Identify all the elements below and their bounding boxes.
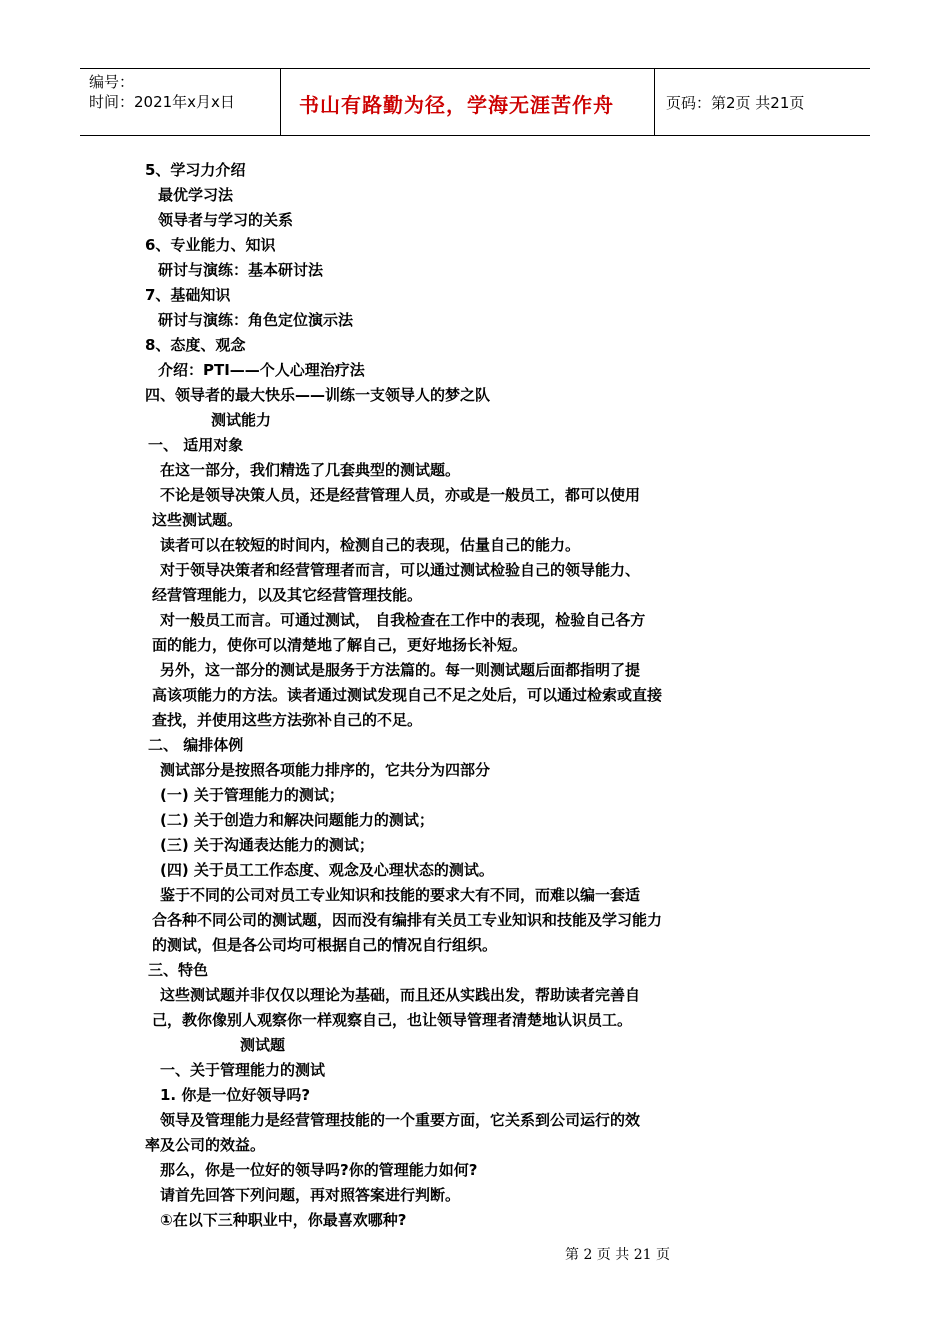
page-header <box>80 68 870 136</box>
text-line: 介绍：PTI——个人心理治疗法 <box>158 361 365 379</box>
list-item: (四) 关于员工工作态度、观念及心理状态的测试。 <box>160 861 494 879</box>
text-line: 这些测试题。 <box>152 511 243 529</box>
text-line: 对于领导决策者和经营管理者而言，可以通过测试检验自己的领导能力、 <box>160 561 641 579</box>
text-line: 领导者与学习的关系 <box>158 211 294 229</box>
text-line: 8、态度、观念 <box>145 336 246 354</box>
motto-text: 书山有路勤为径，学海无涯苦作舟 <box>299 93 614 117</box>
section-heading: 测试能力 <box>211 411 272 429</box>
page-code: 页码：第2页 共21页 <box>666 94 805 112</box>
list-item: (三) 关于沟通表达能力的测试； <box>160 836 374 854</box>
text-line: 面的能力，使你可以清楚地了解自己，更好地扬长补短。 <box>152 636 528 654</box>
text-line: 在这一部分，我们精选了几套典型的测试题。 <box>160 461 461 479</box>
section-heading: 测试题 <box>240 1036 286 1054</box>
text-line: 研讨与演练：角色定位演示法 <box>158 311 354 329</box>
number-label: 编号： <box>89 73 135 91</box>
header-meta-cell <box>80 69 281 135</box>
text-line: 不论是领导决策人员，还是经营管理人员，亦或是一般员工，都可以使用 <box>160 486 641 504</box>
question-title: 1. 你是一位好领导吗? <box>160 1086 311 1104</box>
text-line: 研讨与演练：基本研讨法 <box>158 261 324 279</box>
text-line: 另外，这一部分的测试是服务于方法篇的。每一则测试题后面都指明了提 <box>160 661 641 679</box>
text-line: 这些测试题并非仅仅以理论为基础，而且还从实践出发，帮助读者完善自 <box>160 986 641 1004</box>
list-item: (一) 关于管理能力的测试； <box>160 786 344 804</box>
page-footer: 第 2 页 共 21 页 <box>565 1247 670 1263</box>
text-line: 合各种不同公司的测试题，因而没有编排有关员工专业知识和技能及学习能力 <box>152 911 663 929</box>
text-line: 6、专业能力、知识 <box>145 236 276 254</box>
text-line: 7、基础知识 <box>145 286 231 304</box>
text-line: 测试部分是按照各项能力排序的，它共分为四部分 <box>160 761 491 779</box>
text-line: 鉴于不同的公司对员工专业知识和技能的要求大有不同，而难以编一套适 <box>160 886 641 904</box>
text-line: 对一般员工而言。可通过测试， 自我检查在工作中的表现，检验自己各方 <box>160 611 646 629</box>
text-line: 率及公司的效益。 <box>145 1136 266 1154</box>
text-line: 高该项能力的方法。读者通过测试发现自己不足之处后，可以通过检索或直接 <box>152 686 663 704</box>
question-item: ①在以下三种职业中，你最喜欢哪种? <box>160 1211 407 1229</box>
section-heading: 二、 编排体例 <box>148 736 244 754</box>
text-line: 那么，你是一位好的领导吗?你的管理能力如何? <box>160 1161 478 1179</box>
section-heading: 三、特色 <box>148 961 209 979</box>
text-line: 读者可以在较短的时间内，检测自己的表现，估量自己的能力。 <box>160 536 581 554</box>
time-label: 时间：2021年x月x日 <box>89 93 235 111</box>
text-line: 最优学习法 <box>158 186 234 204</box>
section-heading: 一、关于管理能力的测试 <box>160 1061 326 1079</box>
section-heading: 四、领导者的最大快乐——训练一支领导人的梦之队 <box>145 386 491 404</box>
text-line: 的测试，但是各公司均可根据自己的情况自行组织。 <box>152 936 498 954</box>
text-line: 5、学习力介绍 <box>145 161 246 179</box>
text-line: 领导及管理能力是经营管理技能的一个重要方面，它关系到公司运行的效 <box>160 1111 641 1129</box>
text-line: 经营管理能力，以及其它经营管理技能。 <box>152 586 423 604</box>
text-line: 己，教你像别人观察你一样观察自己，也让领导管理者清楚地认识员工。 <box>152 1011 633 1029</box>
text-line: 请首先回答下列问题，再对照答案进行判断。 <box>160 1186 461 1204</box>
header-motto-cell <box>281 69 655 135</box>
text-line: 查找，并使用这些方法弥补自己的不足。 <box>152 711 423 729</box>
section-heading: 一、 适用对象 <box>148 436 244 454</box>
header-page-cell <box>655 69 870 135</box>
list-item: (二) 关于创造力和解决问题能力的测试； <box>160 811 434 829</box>
